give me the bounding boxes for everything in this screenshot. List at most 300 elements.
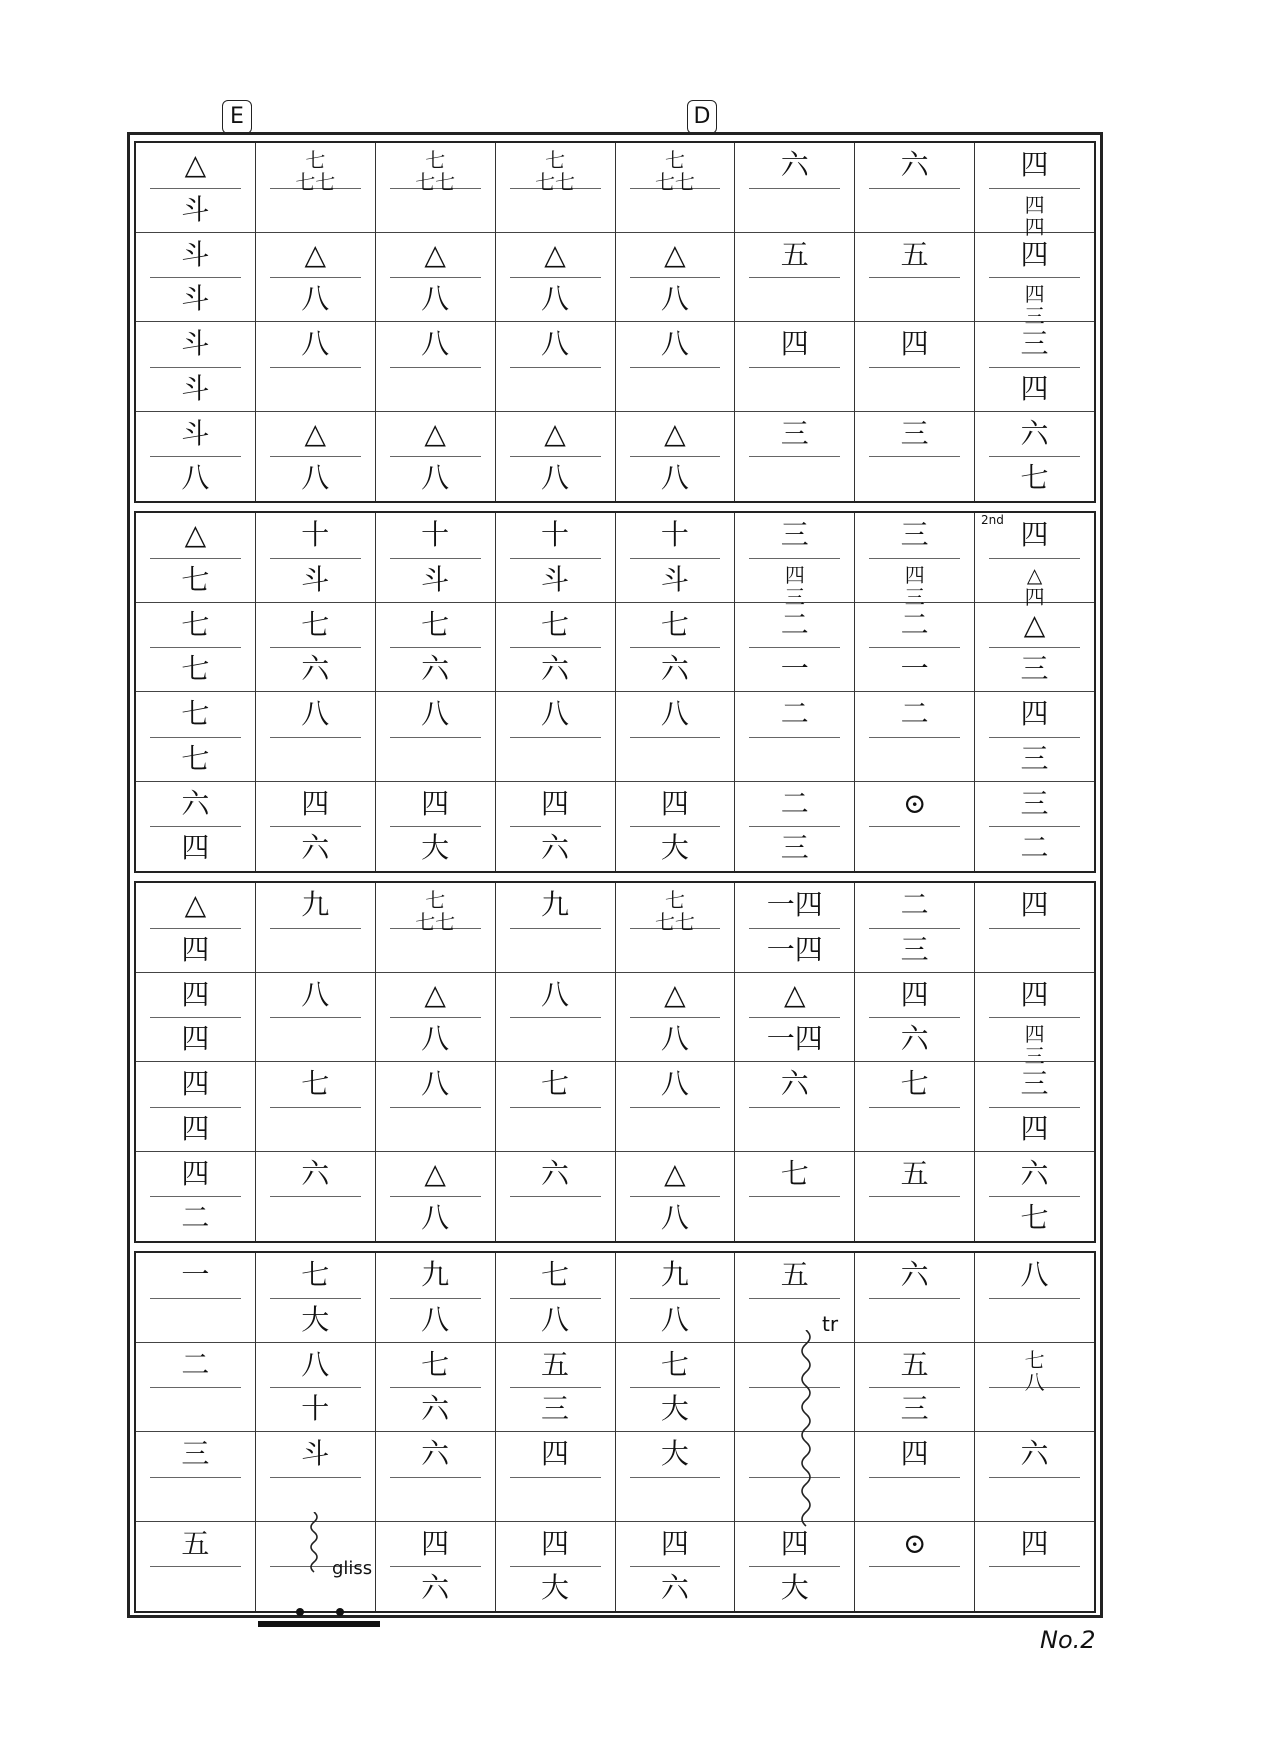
beat-cell (855, 143, 974, 233)
notation-symbol: 八 (421, 1067, 450, 1100)
half-beat-divider (390, 1017, 481, 1018)
notation-symbol: 八 (660, 1067, 689, 1100)
beat-cell (496, 1343, 615, 1433)
beat-cell (735, 1152, 854, 1242)
notation-symbol: 五 (541, 1347, 570, 1381)
notation-column (376, 1253, 496, 1611)
beat-cell (616, 603, 735, 693)
notation-symbol: 六 (1020, 416, 1049, 450)
notation-column (376, 513, 496, 871)
beat-cell (376, 1152, 495, 1242)
notation-symbol: 八 (421, 697, 450, 730)
beat-cell (256, 412, 375, 502)
half-beat-divider (510, 826, 601, 827)
beat-cell (256, 1343, 375, 1433)
half-beat-divider (270, 647, 361, 648)
notation-system (134, 1251, 1096, 1613)
notation-symbol: 二 (900, 697, 929, 730)
half-beat-divider (390, 1196, 481, 1197)
beat-cell (496, 782, 615, 872)
notation-symbol: 八 (421, 327, 450, 360)
notation-symbol: 七 七七 (654, 148, 695, 194)
beat-cell (975, 692, 1094, 782)
half-beat-divider (869, 1566, 960, 1567)
notation-symbol: 四 (181, 977, 210, 1011)
notation-symbol: 十 (660, 518, 689, 551)
half-beat-divider (150, 1298, 241, 1299)
gliss-dot (296, 1608, 304, 1616)
notation-symbol: 六 (660, 1571, 689, 1605)
notation-symbol: 八 (301, 461, 330, 495)
notation-symbol: 七 (181, 562, 210, 596)
notation-symbol: 八 (541, 282, 570, 316)
notation-column (136, 1253, 256, 1611)
half-beat-divider (749, 456, 840, 457)
notation-symbol: 四 三 (904, 562, 925, 609)
notation-symbol: 斗 (181, 237, 210, 271)
half-beat-divider (150, 737, 241, 738)
beat-cell (616, 412, 735, 502)
notation-symbol: 七 (541, 1067, 570, 1100)
beat-cell (496, 883, 615, 973)
notation-symbol: 七 七七 (295, 148, 336, 194)
half-beat-divider (749, 188, 840, 189)
half-beat-divider (989, 188, 1080, 189)
beat-cell (136, 782, 255, 872)
notation-symbol: 八 (541, 327, 570, 360)
half-beat-divider (150, 1477, 241, 1478)
notation-symbol: 六 (301, 1156, 330, 1190)
half-beat-divider (749, 1566, 840, 1567)
beat-cell (616, 1343, 735, 1433)
notation-symbol: 大 (780, 1571, 809, 1605)
beat-cell (735, 973, 854, 1063)
notation-symbol: 斗 (181, 416, 210, 450)
half-beat-divider (510, 1477, 601, 1478)
second-ending-label: 2nd (981, 513, 1004, 527)
half-beat-divider (270, 1298, 361, 1299)
half-beat-divider (869, 558, 960, 559)
half-beat-divider (270, 1017, 361, 1018)
notation-symbol: 四 (541, 786, 570, 820)
notation-symbol: 五 (780, 237, 809, 271)
beat-cell (975, 1062, 1094, 1152)
notation-symbol: 二 (780, 786, 809, 820)
notation-symbol: 八 (541, 461, 570, 495)
beat-cell (256, 1062, 375, 1152)
notation-symbol: 六 (301, 831, 330, 865)
notation-symbol: 四 (541, 1526, 570, 1560)
notation-symbol: 七 (660, 607, 689, 641)
beat-cell (256, 883, 375, 973)
notation-symbol: △ (544, 237, 566, 271)
notation-symbol: 二 (181, 1347, 210, 1381)
trill-wavy-line (796, 1330, 820, 1530)
beat-cell (735, 1432, 854, 1522)
beat-cell (975, 1343, 1094, 1433)
notation-symbol: 一 (181, 1258, 210, 1291)
notation-column (735, 883, 855, 1241)
beat-cell (136, 1343, 255, 1433)
notation-symbol: 二 (900, 607, 929, 641)
beat-cell (376, 143, 495, 233)
notation-symbol: 十 (301, 1392, 330, 1426)
notation-symbol: △ (424, 416, 446, 450)
beat-cell (735, 143, 854, 233)
beat-cell (136, 1152, 255, 1242)
notation-symbol: △ (184, 888, 207, 921)
notation-symbol: 四 (1020, 1526, 1049, 1560)
rehearsal-mark-d: D (687, 100, 717, 134)
half-beat-divider (869, 826, 960, 827)
notation-symbol: 七 (1020, 461, 1049, 495)
notation-symbol: 六 (301, 652, 330, 686)
notation-symbol: 四 (900, 327, 929, 360)
half-beat-divider (510, 1566, 601, 1567)
notation-symbol: △ (184, 148, 207, 181)
beat-cell (735, 513, 854, 609)
notation-symbol: 八 (660, 461, 689, 495)
beat-cell (855, 1253, 974, 1343)
half-beat-divider (749, 647, 840, 648)
half-beat-divider (989, 826, 1080, 827)
half-beat-divider (989, 456, 1080, 457)
half-beat-divider (510, 1017, 601, 1018)
beat-cell (376, 412, 495, 502)
notation-symbol: 四 (900, 1437, 929, 1470)
notation-symbol: 六 (1020, 1156, 1049, 1190)
notation-symbol: 六 (541, 652, 570, 686)
half-beat-divider (989, 1566, 1080, 1567)
beat-cell (376, 322, 495, 412)
notation-column (975, 143, 1094, 501)
half-beat-divider (630, 1017, 721, 1018)
beat-cell (975, 603, 1094, 693)
notation-symbol: 三 (1020, 741, 1049, 775)
notation-symbol: 四 (301, 786, 330, 820)
half-beat-divider (989, 928, 1080, 929)
notation-symbol: 八 (301, 1347, 330, 1381)
notation-symbol: 七 (181, 741, 210, 775)
beat-cell (136, 322, 255, 412)
half-beat-divider (630, 1196, 721, 1197)
notation-symbol: 七 (900, 1067, 929, 1100)
half-beat-divider (270, 1107, 361, 1108)
beat-cell (136, 603, 255, 693)
notation-symbol: 八 (421, 461, 450, 495)
notation-symbol: 二 (181, 1201, 210, 1235)
half-beat-divider (749, 1017, 840, 1018)
half-beat-divider (390, 647, 481, 648)
beat-cell (136, 973, 255, 1063)
notation-symbol: 八 (421, 282, 450, 316)
notation-symbol: 三 (900, 1392, 929, 1426)
beat-cell (616, 513, 735, 603)
beat-cell (136, 1253, 255, 1343)
beat-cell (975, 412, 1094, 502)
notation-symbol: 六 (421, 1392, 450, 1426)
notation-column (616, 1253, 736, 1611)
beat-cell (616, 322, 735, 412)
notation-symbol: 大 (660, 1437, 689, 1470)
notation-symbol: 四 (660, 1526, 689, 1560)
notation-symbol: 斗 (181, 192, 210, 226)
beat-cell (376, 603, 495, 693)
notation-sheet (127, 132, 1103, 1618)
notation-symbol: 四 (181, 1022, 210, 1056)
half-beat-divider (150, 647, 241, 648)
beat-cell (376, 513, 495, 603)
notation-symbol: 九 (421, 1258, 450, 1291)
half-beat-divider (989, 1298, 1080, 1299)
notation-symbol: 斗 (421, 562, 450, 596)
half-beat-divider (869, 1477, 960, 1478)
notation-symbol: 大 (660, 1392, 689, 1426)
beat-cell (256, 513, 375, 603)
notation-symbol: 八 (301, 327, 330, 360)
notation-symbol: 三 (900, 518, 929, 551)
notation-symbol: 八 (660, 1022, 689, 1056)
half-beat-divider (270, 367, 361, 368)
notation-symbol: 六 (541, 831, 570, 865)
rehearsal-mark-e: E (222, 100, 252, 134)
beat-cell (735, 603, 854, 693)
notation-symbol: △ (184, 518, 207, 551)
beat-cell (136, 1432, 255, 1522)
final-bar (258, 1621, 380, 1627)
notation-system (134, 881, 1096, 1243)
half-beat-divider (749, 1196, 840, 1197)
half-beat-divider (749, 826, 840, 827)
half-beat-divider (150, 456, 241, 457)
half-beat-divider (390, 1107, 481, 1108)
half-beat-divider (150, 1387, 241, 1388)
notation-symbol: 四 (181, 932, 210, 966)
notation-symbol: 五 (780, 1258, 809, 1291)
notation-symbol: 八 (660, 282, 689, 316)
beat-cell (496, 1253, 615, 1343)
notation-column (496, 143, 616, 501)
beat-cell (616, 883, 735, 973)
notation-symbol: 六 (541, 1156, 570, 1190)
beat-cell (376, 883, 495, 973)
notation-column (256, 143, 376, 501)
beat-cell (136, 1522, 255, 1612)
notation-symbol: 二 (900, 888, 929, 921)
notation-system (134, 511, 1096, 873)
half-beat-divider (630, 558, 721, 559)
half-beat-divider (390, 1298, 481, 1299)
half-beat-divider (630, 277, 721, 278)
notation-symbol: 三 (181, 1437, 210, 1470)
notation-symbol: ⊙ (902, 786, 927, 820)
notation-symbol: 四 (181, 1067, 210, 1100)
beat-cell (496, 143, 615, 233)
beat-cell (855, 233, 974, 323)
notation-symbol: 七 (421, 607, 450, 641)
notation-symbol: 一 (900, 652, 929, 686)
half-beat-divider (630, 737, 721, 738)
beat-cell (136, 883, 255, 973)
beat-cell (616, 692, 735, 782)
notation-symbol: 二 (780, 697, 809, 730)
notation-symbol: 五 (181, 1526, 210, 1560)
beat-cell (616, 782, 735, 872)
notation-column (975, 1253, 1094, 1611)
half-beat-divider (630, 1566, 721, 1567)
notation-symbol: 七 七七 (654, 888, 695, 934)
beat-cell (855, 1062, 974, 1152)
beat-cell (855, 322, 974, 412)
beat-cell (855, 782, 974, 872)
notation-symbol: 四 (181, 1156, 210, 1190)
half-beat-divider (869, 188, 960, 189)
half-beat-divider (270, 737, 361, 738)
beat-cell (496, 1522, 615, 1612)
notation-symbol: △ (1023, 607, 1046, 641)
notation-symbol: 三 (900, 416, 929, 450)
notation-symbol: 四 三 (784, 562, 805, 609)
half-beat-divider (630, 367, 721, 368)
beat-cell (855, 513, 974, 609)
beat-cell (616, 143, 735, 233)
notation-symbol: 斗 (181, 282, 210, 316)
beat-cell (256, 1432, 375, 1522)
half-beat-divider (869, 277, 960, 278)
notation-symbol: 七 (301, 1258, 330, 1291)
notation-symbol: 六 (780, 148, 809, 181)
half-beat-divider (989, 558, 1080, 559)
notation-column (855, 143, 975, 501)
notation-symbol: △ (664, 416, 686, 450)
notation-symbol: △ (664, 1156, 686, 1190)
half-beat-divider (989, 647, 1080, 648)
notation-symbol: △ (664, 977, 686, 1011)
half-beat-divider (989, 277, 1080, 278)
notation-symbol: 四 (541, 1437, 570, 1470)
half-beat-divider (270, 826, 361, 827)
half-beat-divider (749, 1477, 840, 1478)
half-beat-divider (989, 737, 1080, 738)
notation-symbol: 四 (1020, 237, 1049, 271)
half-beat-divider (390, 558, 481, 559)
half-beat-divider (869, 1107, 960, 1108)
notation-symbol: 七 (301, 607, 330, 641)
notation-symbol: 二 (780, 607, 809, 641)
beat-cell (256, 143, 375, 233)
half-beat-divider (150, 558, 241, 559)
beat-cell (616, 233, 735, 323)
half-beat-divider (150, 277, 241, 278)
beat-cell (256, 322, 375, 412)
notation-symbol: △ (304, 416, 327, 450)
notation-symbol: 七 (660, 1347, 689, 1381)
half-beat-divider (150, 928, 241, 929)
half-beat-divider (150, 1196, 241, 1197)
notation-symbol: 三 (1020, 327, 1049, 360)
notation-symbol: ⊙ (902, 1526, 927, 1560)
notation-symbol: 一 (780, 652, 809, 686)
gliss-dot (336, 1608, 344, 1616)
half-beat-divider (989, 1196, 1080, 1197)
beat-cell (855, 603, 974, 693)
notation-symbol: △ (544, 416, 566, 450)
beat-cell (735, 1062, 854, 1152)
notation-symbol: 四 (900, 977, 929, 1011)
beat-cell (136, 143, 255, 233)
notation-symbol: 九 (660, 1258, 689, 1291)
beat-cell (855, 1343, 974, 1433)
notation-symbol: 四 三 (1024, 1022, 1045, 1069)
notation-symbol: 四 (1020, 148, 1049, 181)
half-beat-divider (510, 1107, 601, 1108)
half-beat-divider (630, 1107, 721, 1108)
beat-cell (616, 1522, 735, 1612)
notation-symbol: 四 (1020, 977, 1049, 1011)
beat-cell (376, 1253, 495, 1343)
notation-column (616, 143, 736, 501)
notation-symbol: 斗 (181, 327, 210, 360)
notation-symbol: 斗 (301, 1437, 330, 1470)
beat-cell (496, 322, 615, 412)
trill-label: tr (822, 1312, 839, 1336)
notation-column (975, 883, 1094, 1241)
notation-symbol: 三 (780, 831, 809, 865)
beat-cell (735, 322, 854, 412)
notation-symbol: 四 (1020, 518, 1049, 551)
notation-symbol: 八 (421, 1022, 450, 1056)
notation-symbol: 斗 (541, 562, 570, 596)
beat-cell (616, 973, 735, 1063)
beat-cell (376, 1343, 495, 1433)
half-beat-divider (630, 1298, 721, 1299)
beat-cell (136, 513, 255, 603)
beat-cell (256, 603, 375, 693)
beat-cell (256, 782, 375, 872)
notation-symbol: 一四 (766, 1022, 823, 1056)
half-beat-divider (150, 1566, 241, 1567)
notation-symbol: 大 (421, 831, 450, 865)
half-beat-divider (869, 456, 960, 457)
notation-symbol: 六 (181, 786, 210, 820)
beat-cell (256, 1152, 375, 1242)
beat-cell (256, 1253, 375, 1343)
half-beat-divider (390, 456, 481, 457)
half-beat-divider (270, 558, 361, 559)
beat-cell (616, 1253, 735, 1343)
beat-cell (975, 1522, 1094, 1612)
half-beat-divider (270, 1196, 361, 1197)
notation-symbol: 八 (301, 697, 330, 730)
notation-column (855, 513, 975, 871)
notation-column (735, 143, 855, 501)
half-beat-divider (630, 1387, 721, 1388)
half-beat-divider (869, 1017, 960, 1018)
notation-symbol: 四 四 (1024, 192, 1045, 239)
beat-cell (136, 1062, 255, 1152)
beat-cell (855, 412, 974, 502)
half-beat-divider (390, 1477, 481, 1478)
beat-cell (256, 692, 375, 782)
notation-symbol: 七 (181, 652, 210, 686)
notation-symbol: 四 三 (1024, 282, 1045, 329)
beat-cell (975, 1253, 1094, 1343)
beat-cell (975, 883, 1094, 973)
half-beat-divider (749, 558, 840, 559)
beat-cell (496, 1152, 615, 1242)
notation-symbol: 五 (900, 1156, 929, 1190)
half-beat-divider (270, 1477, 361, 1478)
